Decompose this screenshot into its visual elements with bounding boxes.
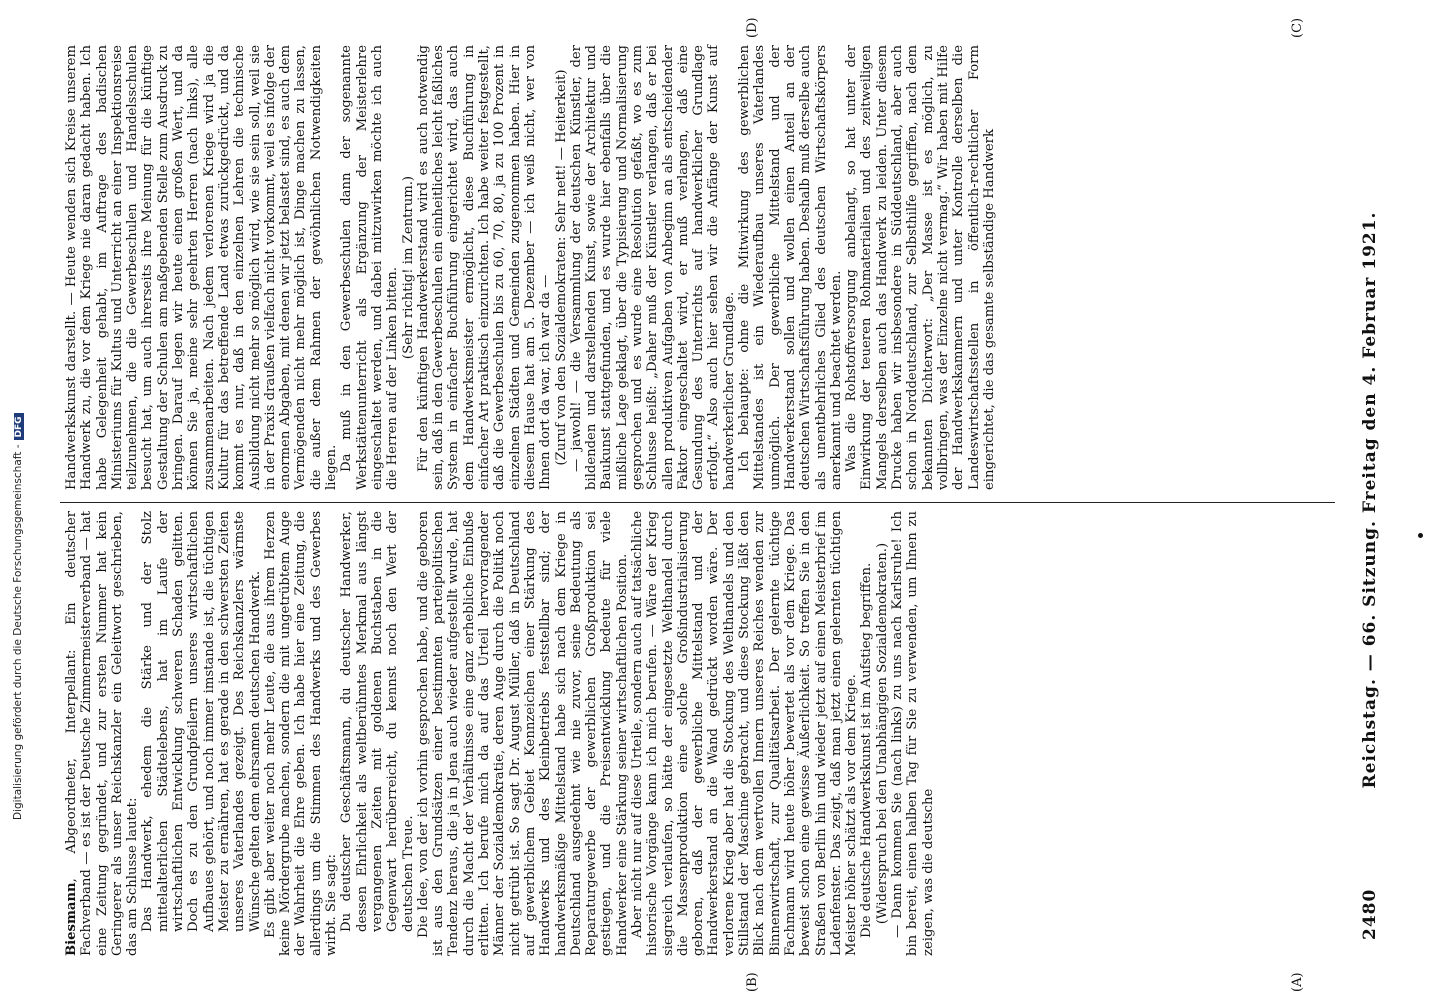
right-text-column: [64, 45, 1349, 490]
left-paragraph: Es gibt aber weiter noch mehr Leute, die aus ihrem Herzen keine Mördergrube machen, sondern die mit ungetrübtem Auge der Wahrheit die Ehre geben. Ich habe hier eine Zeitung, die allerdings um die Stimmen des Handwerks und des Gewerbes wirbt. Sie sagt:: [262, 511, 340, 956]
left-paragraph: Das Handwerk, ehedem die Stärke und der Stolz mittelalterlichen Städtelebens, hat im Laufe der wirtschaftlichen Entwicklung schweren Schaden gelitten. Doch es zu den Grundpfeilern unseres wirtschaftlichen Aufbaues gehört, und noch immer imstande ist, die tüchtigen Meister zu ernähren, hat es gerade in den schwersten Zeiten unseres Vaterlandes gezeigt. Des Reichskanzlers wärmste Wünsche gelten dem ehrsamen deutschen Handwerk.: [140, 511, 263, 932]
right-paragraph: Ich behaupte: ohne die Mitwirkung des gewerblichen Mittelstandes ist ein Wiederaufbau unseres Vaterlandes unmöglich. Der gewerbliche Mittelstand und der Handwerkerstand sollen und wollen einen Anteil an der deutschen Wirtschaftsführung haben. Deshalb muß derselbe auch als unentbehrliches Glied des deutschen Wirtschaftskörpers anerkannt und beachtet werden.: [737, 45, 844, 490]
margin-marker-b: (B): [745, 972, 760, 992]
margin-marker-a: (A): [1290, 972, 1305, 992]
margin-marker-d: (D): [745, 17, 760, 38]
right-paragraph: Was die Rohstoffversorgung anbelangt, so hat unter der Einwirkung der teueren Rohmaterialien und des zeitweiligen Mangels derselben auch das Handwerk zu leiden. Unter diesem Drucke haben wir insbesondere in Süddeutschland, aber auch schon in Norddeutschland, zur Selbsthilfe gegriffen, nach dem bekannten Dichterwort: „Der Masse ist es möglich, zu vollbringen, was der Einzelne nicht vermag.“ Wir haben mit Hilfe der Handwerkskammern und unter Kontrolle derselben die Landeswirtschaftsstellen in öffentlich-rechtlicher Form eingerichtet, die das gesamte selbständige Handwerk: [844, 45, 997, 490]
page-dot: [1418, 533, 1423, 538]
left-paragraph: Biesmann, Abgeordneter, Interpellant: Ein deutscher Fachverband — es ist der Deutsche Zimmermeisterverband — hat eine Zeitung gegründet, und zur ersten Nummer hat kein Geringerer als unser Reichskanzler ein Geleitwort geschrieben, das am Schlusse lautet:: [64, 511, 141, 956]
right-paragraph: Da muß in den Gewerbeschulen dann der sogenannte Werkstättenunterricht als Ergänzung der Meisterlehre eingeschaltet werden, und dabei mitzuwirken möchte ich auch die Herren auf der Linken bitten.: [339, 45, 401, 490]
page-title: Reichstag. — 66. Sitzung. Freitag den 4. Februar 1921.: [1360, 211, 1380, 789]
right-paragraph: (Zuruf von den Sozialdemokraten: Sehr nett! — Heiterkeit): [553, 69, 569, 466]
right-paragraph: Handwerkskunst darstellt. — Heute wenden sich Kreise unserem Handwerk zu, die vor dem Kriege nie daran gedacht haben. Ich habe Gelegenheit gehabt, im Auftrage des badischen Ministeriums für Kultus und Unterricht an einer Inspektionsreise teilzunehmen, die die Gewerbeschulen und Handelsschulen besucht hat, um auch ihrerseits ihre Meinung für die künftige Gestaltung der Schulen am maßgebenden Stelle zum Ausdruck zu bringen. Darauf legen wir heute einen großen Wert, und da können Sie ja, meine sehr geehrten Herren (nach links), alle zusammenarbeiten. Nach jedem verlorenen Kriege wird ja die Kultur für das betreffende Land etwas zurückgedrückt, und da kommt es nur, daß in den einzelnen Lehren die technische Ausbildung nicht mehr so möglich wird, wie sie sein soll, weil sie in der Praxis draußen vielfach nicht vorkommt, weil es infolge der enormen Abgaben, mit denen wir jetzt belastet sind, es auch dem Vermögenden nicht mehr möglich ist, Dinge machen zu lassen, die außer dem Rahmen der gewöhnlichen Notwendigkeiten liegen.: [64, 45, 340, 490]
dfg-logo: DFG: [14, 413, 24, 440]
left-paragraph: (Widerspruch bei den Unabhängigen Sozialdemokraten.): [874, 542, 890, 925]
left-paragraph: — Dann kommen Sie (nach links) zu uns nach Karlsruhe! Ich bin bereit, einen halben Tag für Sie zu verwenden, um Ihnen zu zeigen, was die deutsche: [890, 511, 936, 956]
speaker-name: Biesmann: [64, 882, 79, 956]
page-number: 2480: [1360, 888, 1380, 940]
right-paragraph: (Sehr richtig! im Zentrum.): [400, 175, 416, 360]
left-paragraph: Die Idee, von der ich vorhin gesprochen habe, und die geboren ist aus den Grundsätzen einer bestimmten parteipolitischen Tendenz heraus, die ja in Jena auch wieder aufgestellt wurde, hat durch die Macht der Verhältnisse eine ganz erhebliche Einbuße erlitten. Ich berufe mich da auf das Urteil hervorragender Männer der Sozialdemokratie, deren Auge durch die Politik noch nicht getrübt ist. So sagt Dr. August Müller, daß in Deutschland auf gewerblichem Gebiet Kennzeichen einer Stärkung des Handwerks und des Kleinbetriebs feststellbar sind; der handwerksmäßige Mittelstand habe sich nach dem Kriege in Deutschland ausgedehnt wie nie zuvor, seine Bedeutung als Reparaturgewerbe der gewerblichen Großproduktion sei gestiegen, und die Preisentwicklung bedeute für viele Handwerker eine Stärkung seiner wirtschaftlichen Position.: [415, 511, 630, 956]
right-paragraph: — jawohl! — die Versammlung der deutschen Künstler, der bildenden und darstellenden Kunst, sowie der Architektur und Baukunst stattgefunden, und es wurde hier ebenfalls über die mißliche Lage geklagt, über die Typisierung und Normalisierung gesprochen und es wurde eine Resolution gefaßt, wo es zum Schlusse heißt: „Daher muß der Künstler verlangen, daß er bei allen produktiven Aufgaben von Anbeginn an als entscheidender Faktor eingeschaltet wird, er muß verlangen, daß eine Gesundung des Unterrichts auf handwerklicher Grundlage erfolgt.“ Also auch hier sehen wir die Anfänge der Kunst auf handwerkerlicher Grundlage.: [568, 45, 737, 490]
left-text-column: [64, 511, 1349, 956]
left-paragraph: Die deutsche Handwerkskunst ist im Aufstieg begriffen.: [859, 562, 875, 938]
left-paragraph: Du deutscher Geschäftsmann, du deutscher Handwerker, dessen Ehrlichkeit als weltberühmtes Merkmal aus längst vergangenen Zeiten mit goldenen Buchstaben in die Gegenwart herüberreicht, du kennst noch den Wert der deutschen Treue.: [339, 511, 416, 932]
right-paragraph: Für den künftigen Handwerkerstand wird es auch notwendig sein, daß in den Gewerbeschulen ein einheitliches leicht faßliches System in einfacher Buchführung eingerichtet wird, das auch dem Handwerksmeister ermöglicht, diese Buchführung in einfacher Art praktisch einzurichten. Ich habe weiter festgestellt, daß die Gewerbeschulen bis zu 60, 70, 80, ja zu 100 Prozent in einzelnen Städten und Gemeinden zugenommen haben. Hier in diesem Hause hat am 5. Dezember — ich weiß nicht, wer von Ihnen dort da war, ich war da —: [415, 45, 554, 490]
digitization-footer: [12, 413, 24, 820]
column-divider: [60, 502, 1335, 503]
footer-text: Digitalisierung gefördert durch die Deutsche Forschungsgemeinschaft -: [12, 444, 24, 820]
page-header: [1360, 60, 1390, 940]
left-paragraph: Aber nicht nur auf diese Urteile, sondern auch auf tatsächliche historische Vorgänge kann ich mich berufen. — Wäre der Krieg siegreich verlaufen, so hätte der eingesetzte Welthandel durch die Massenproduktion eine solche Großindustrialisierung geboren, daß der gewerbliche Mittelstand und der Handwerkerstand an die Wand gedrückt worden wäre. Der verlorene Krieg aber hat die Stockung des Welthandels und den Stillstand der Maschine gebracht, und diese Stockung läßt den Blick nach dem wertvollen Innern unseres Reiches wenden zur Binnenwirtschaft, zur Qualitätsarbeit. Der gelernte tüchtige Fachmann wird heute höher bewertet als vor dem Kriege. Das beweist schon eine gewisse Äußerlichkeit. So treffen Sie in den Straßen von Berlin hin und wieder jetzt auf einen Meisterbrief im Ladenfenster. Das zeigt, daß man jetzt einen gelernten tüchtigen Meister höher schätzt als vor dem Kriege.: [629, 511, 860, 956]
margin-marker-c: (C): [1290, 17, 1305, 38]
